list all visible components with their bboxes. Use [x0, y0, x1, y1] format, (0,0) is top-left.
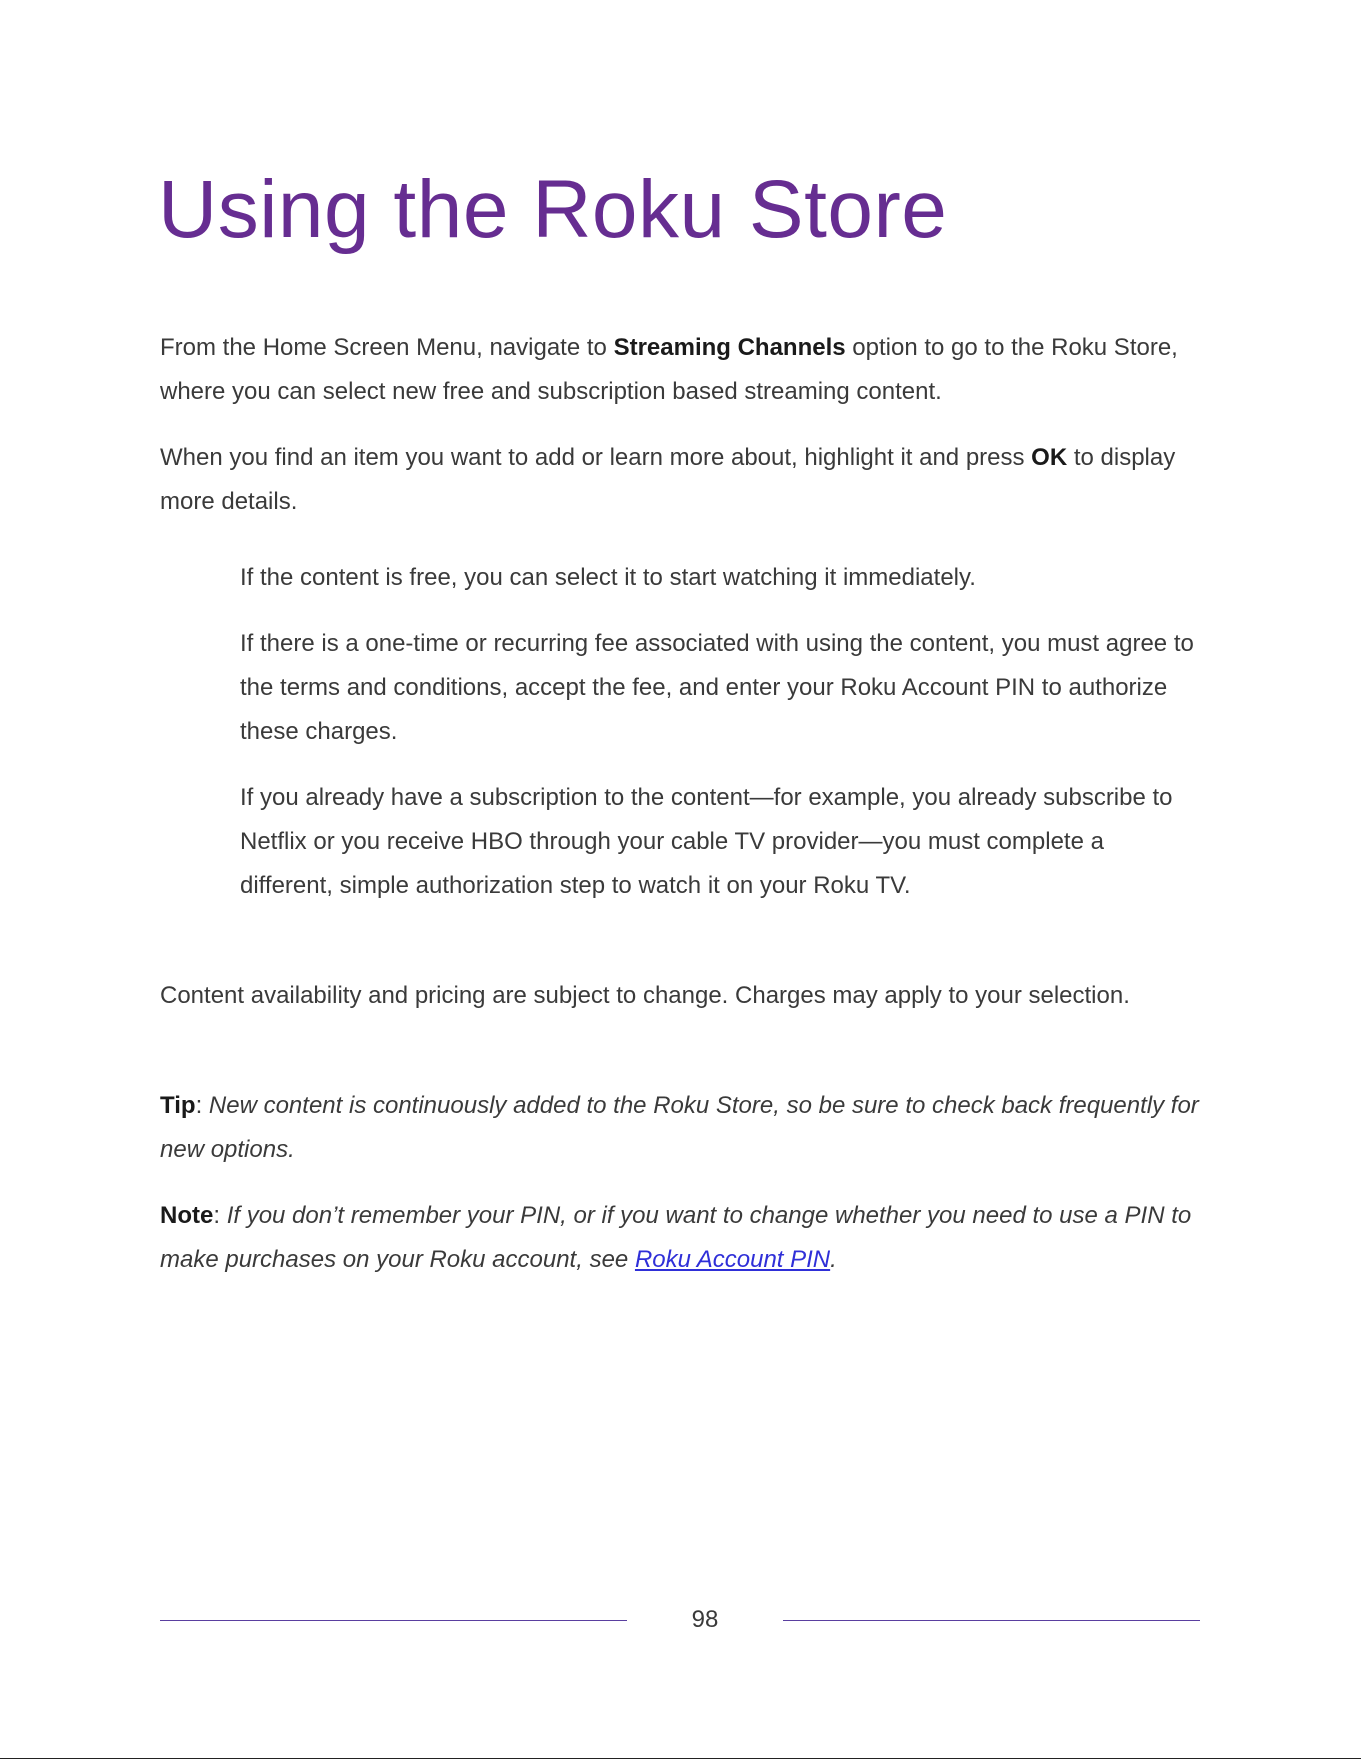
note-label: Note: [160, 1202, 214, 1229]
footer-divider-right: [783, 1620, 1200, 1621]
note-paragraph: [160, 1194, 1210, 1282]
ok-button-label: OK: [1031, 444, 1068, 471]
intro-paragraph-1: [160, 326, 1210, 414]
bullet-item-fee: If there is a one-time or recurring fee associated with using the content, you must agree to the terms and conditions, accept the fee, and enter your Roku Account PIN to authorize these charges.: [240, 630, 1194, 745]
intro-text-1a: From the Home Screen Menu, navigate to: [160, 334, 614, 361]
tip-label: Tip: [160, 1092, 196, 1119]
note-separator: :: [213, 1202, 227, 1229]
tip-separator: :: [195, 1092, 209, 1119]
tip-text: New content is continuously added to the Roku Store, so be sure to check back frequently for new options.: [160, 1092, 1199, 1163]
page-title: Using the Roku Store: [158, 164, 948, 255]
note-text: If you don’t remember your PIN, or if you want to change whether you need to use a PIN to make purchases on your Roku account, see: [160, 1202, 1192, 1273]
intro-text-2b: to display more details.: [160, 444, 1176, 515]
availability-paragraph: Content availability and pricing are subject to change. Charges may apply to your selection.: [160, 982, 1130, 1009]
bullet-item-subscription: If you already have a subscription to the content—for example, you already subscribe to Netflix or you receive HBO through your cable TV provider—you must complete a different, simple authorization step to watch it on your Roku TV.: [240, 784, 1173, 899]
page-number: 98: [691, 1606, 719, 1633]
streaming-channels-label: Streaming Channels: [613, 334, 846, 361]
bullet-item-free: If the content is free, you can select it to start watching it immediately.: [240, 564, 976, 591]
roku-account-pin-link[interactable]: Roku Account PIN: [634, 1246, 831, 1273]
note-text-end: .: [830, 1246, 837, 1273]
intro-paragraph-2: [160, 436, 1210, 524]
tip-paragraph: [160, 1084, 1210, 1172]
intro-text-1b: option to go to the Roku Store, where you can select new free and subscription based streaming content.: [160, 334, 1178, 405]
footer-divider-left: [160, 1620, 627, 1621]
page-bottom-edge: [0, 1758, 1361, 1759]
intro-text-2a: When you find an item you want to add or learn more about, highlight it and press: [160, 444, 1032, 471]
